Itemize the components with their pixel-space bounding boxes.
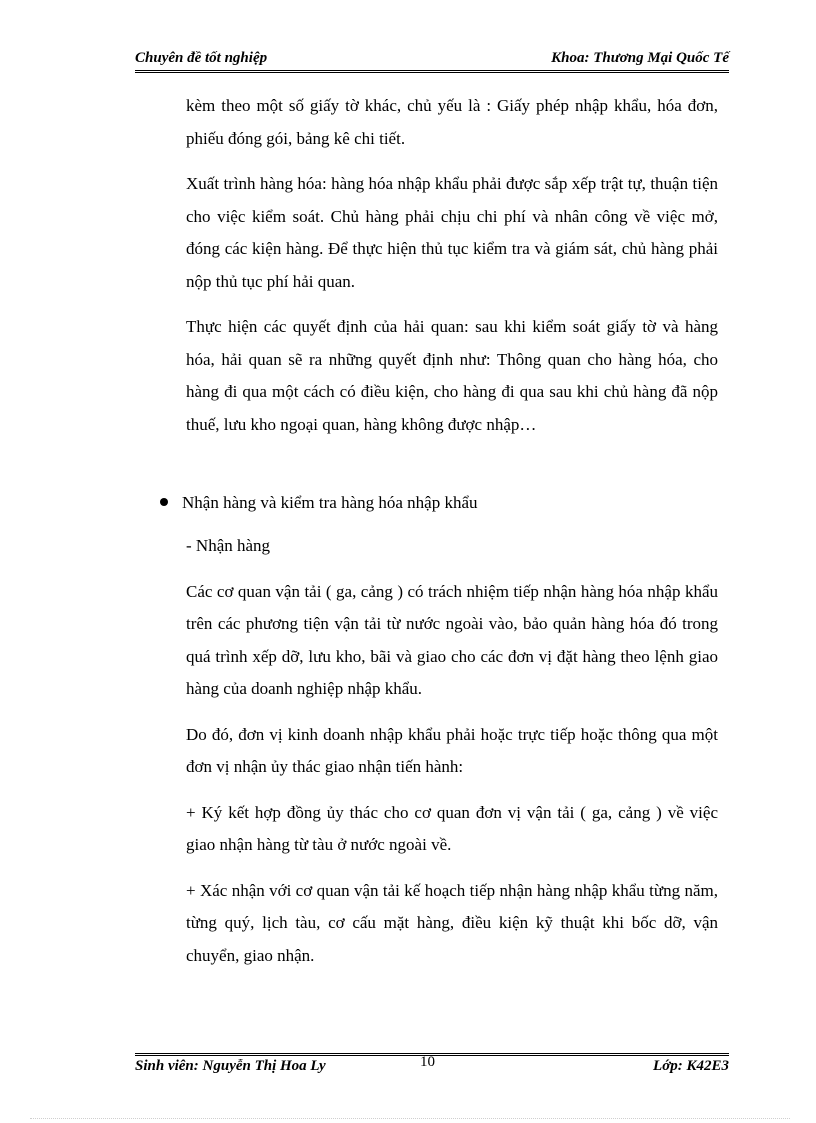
page-header xyxy=(135,48,729,70)
subheading: - Nhận hàng xyxy=(186,536,271,555)
footer-class: Lớp: K42E3 xyxy=(653,1058,729,1074)
header-faculty: Khoa: Thương Mại Quốc Tế xyxy=(551,50,729,66)
header-divider xyxy=(135,70,729,73)
bullet-icon xyxy=(160,498,168,506)
footer-student: Sinh viên: Nguyễn Thị Hoa Ly xyxy=(135,1058,326,1074)
page-footer xyxy=(135,1056,729,1078)
paragraph: Do đó, đơn vị kinh doanh nhập khẩu phải hoặc trực tiếp hoặc thông qua một đơn vị nhận ủy thác giao nhận tiến hành: xyxy=(186,724,718,776)
paragraph: + Ký kết hợp đồng ủy thác cho cơ quan đơn vị vận tải ( ga, cảng ) về việc giao nhận hàng từ tàu ở nước ngoài về. xyxy=(186,802,718,854)
bullet-text: Nhận hàng và kiểm tra hàng hóa nhập khẩu xyxy=(182,493,478,512)
body-text-bottom xyxy=(186,530,718,985)
paragraph: + Xác nhận với cơ quan vận tải kế hoạch tiếp nhận hàng nhập khẩu từng năm, từng quý, lịch tàu, cơ cấu mặt hàng, điều kiện kỹ thuật khi bốc dỡ, vận chuyển, giao nhận. xyxy=(186,880,718,965)
body-text-top xyxy=(186,90,718,454)
paragraph: kèm theo một số giấy tờ khác, chủ yếu là : Giấy phép nhập khẩu, hóa đơn, phiếu đóng gói, bảng kê chi tiết. xyxy=(186,96,718,148)
bullet-item xyxy=(160,487,478,519)
paragraph: Xuất trình hàng hóa: hàng hóa nhập khẩu phải được sắp xếp trật tự, thuận tiện cho việc kiểm soát. Chủ hàng phải chịu chi phí và nhân công về việc mở, đóng các kiện hàng. Để thực hiện thủ tục kiểm tra và giám sát, chủ hàng phải nộp thủ tục phí hải quan. xyxy=(186,174,718,291)
header-title: Chuyên đề tốt nghiệp xyxy=(135,50,268,66)
paragraph: Thực hiện các quyết định của hải quan: sau khi kiểm soát giấy tờ và hàng hóa, hải quan sẽ ra những quyết định như: Thông quan cho hàng hóa, cho hàng đi qua một cách có điều kiện, cho hàng đi qua sau khi chủ hàng đã nộp thuế, lưu kho ngoại quan, hàng không được nhập… xyxy=(186,317,718,434)
page-number: 10 xyxy=(420,1054,435,1070)
paragraph: Các cơ quan vận tải ( ga, cảng ) có trách nhiệm tiếp nhận hàng hóa nhập khẩu trên các phương tiện vận tải từ nước ngoài vào, bảo quản hàng hóa đó trong quá trình xếp dỡ, lưu kho, bãi và giao cho các đơn vị đặt hàng theo lệnh giao hàng của doanh nghiệp nhập khẩu. xyxy=(186,581,718,698)
page-edge-divider xyxy=(30,1118,790,1119)
